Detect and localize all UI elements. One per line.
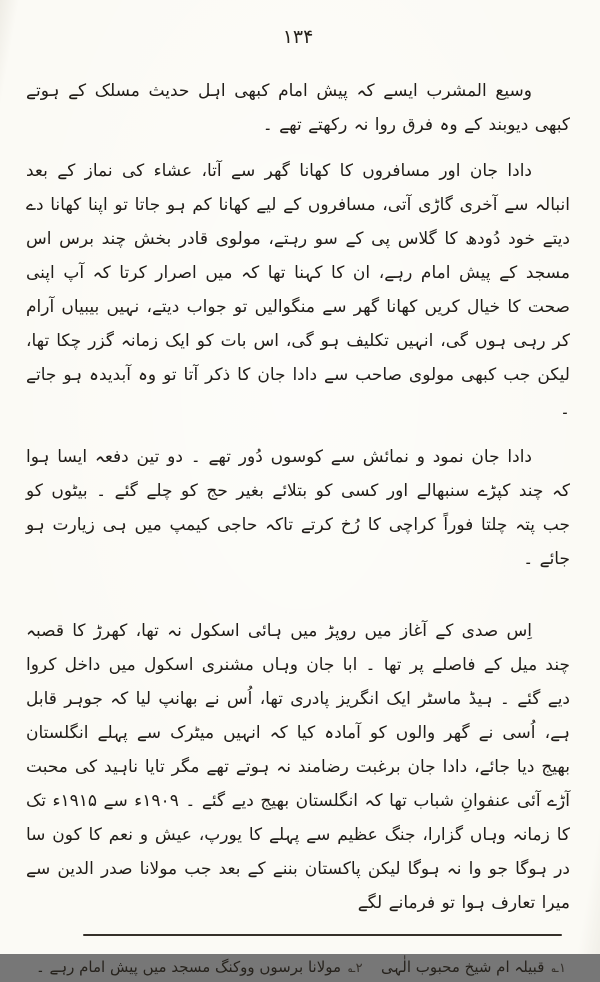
- footnote-1-marker: ۱؎: [551, 961, 566, 976]
- paragraph-3: دادا جان نمود و نمائش سے کوسوں دُور تھے ۔ دو تین دفعہ ایسا ہوا کہ چند کپڑے سنبھالے اور کسی کو بتلائے بغیر حج کو چلے گئے ۔ بیٹوں کو جب پتہ چلتا فوراً کراچی کا رُخ کرتے تاکہ حاجی کیمپ میں ہی زیارت ہو جائے ۔: [26, 447, 570, 569]
- footnote-2-marker: ۲؎: [348, 961, 363, 976]
- footnote-1-text: قبیلہ ام شیخ محبوب الٰہی: [380, 958, 545, 976]
- footnote-block: [26, 934, 570, 982]
- page-number: ۱۳۴: [282, 26, 314, 48]
- footnote-2: [36, 954, 363, 982]
- footnote-2-text: مولانا برسوں ووکنگ مسجد میں پیش امام رہے ۔: [36, 958, 342, 976]
- footnote-1: [381, 954, 566, 982]
- paragraph-2: دادا جان اور مسافروں کا کھانا گھر سے آتا، عشاء کی نماز کے بعد انبالہ سے آخری گاڑی آتی، مسافروں کے لیے کھانا کم ہو جاتا تو اپنا کھانا دے دیتے خود دُودھ کا گلاس پی کے سو رہتے، مولوی قادر بخش چند برس اس مسجد کے پیش امام رہے، ان کا کہنا تھا کہ میں اصرار کرتا کہ آپ اپنی صحت کا خیال کریں کھانا گھر سے منگوالیں تو جواب دیتے، نہیں بیبیاں آرام کر رہی ہوں گی، انہیں تکلیف ہو گی، اس بات کو ایک زمانہ گزر چکا تھا، لیکن جب کبھی مولوی صاحب سے دادا جان کا ذکر آتا تو وہ آبدیدہ ہو جاتے ۔: [26, 161, 570, 419]
- footnote-row: [26, 954, 570, 982]
- body-text: [26, 74, 570, 934]
- footnote-divider: [83, 934, 562, 936]
- paragraph-4: اِس صدی کے آغاز میں روپڑ میں ہائی اسکول نہ تھا، کھرڑ کا قصبہ چند میل کے فاصلے پر تھا ۔ ابا جان وہاں مشنری اسکول میں داخل کروا دیے گئے ۔ ہیڈ ماسٹر ایک انگریز پادری تھا، اُس نے بھانپ لیا کہ جوہر قابل ہے، اُسی نے گھر والوں کو آمادہ کیا کہ انہیں میٹرک سے پہلے انگلستان بھیج دیا جائے، دادا جان برغبت رضامند نہ ہوتے تھے مگر تایا ناہید کی محبت آڑے آئی عنفوانِ شباب تھا کہ انگلستان بھیج دیے گئے ۔ ۱۹۰۹ء سے ۱۹۱۵ء تک کا زمانہ وہاں گزارا، جنگ عظیم سے پہلے کا یورپ، عیش و نعم کا کون سا در ہوگا جو وا نہ ہوگا لیکن پاکستان بننے کے بعد جب مولانا صدر الدین سے میرا تعارف ہوا تو فرمانے لگے: [26, 621, 570, 913]
- paragraph-1: وسیع المشرب ایسے کہ پیش امام کبھی اہل حدیث مسلک کے ہوتے کبھی دیوبند کے وہ فرق روا نہ رکھتے تھے ۔: [26, 81, 570, 135]
